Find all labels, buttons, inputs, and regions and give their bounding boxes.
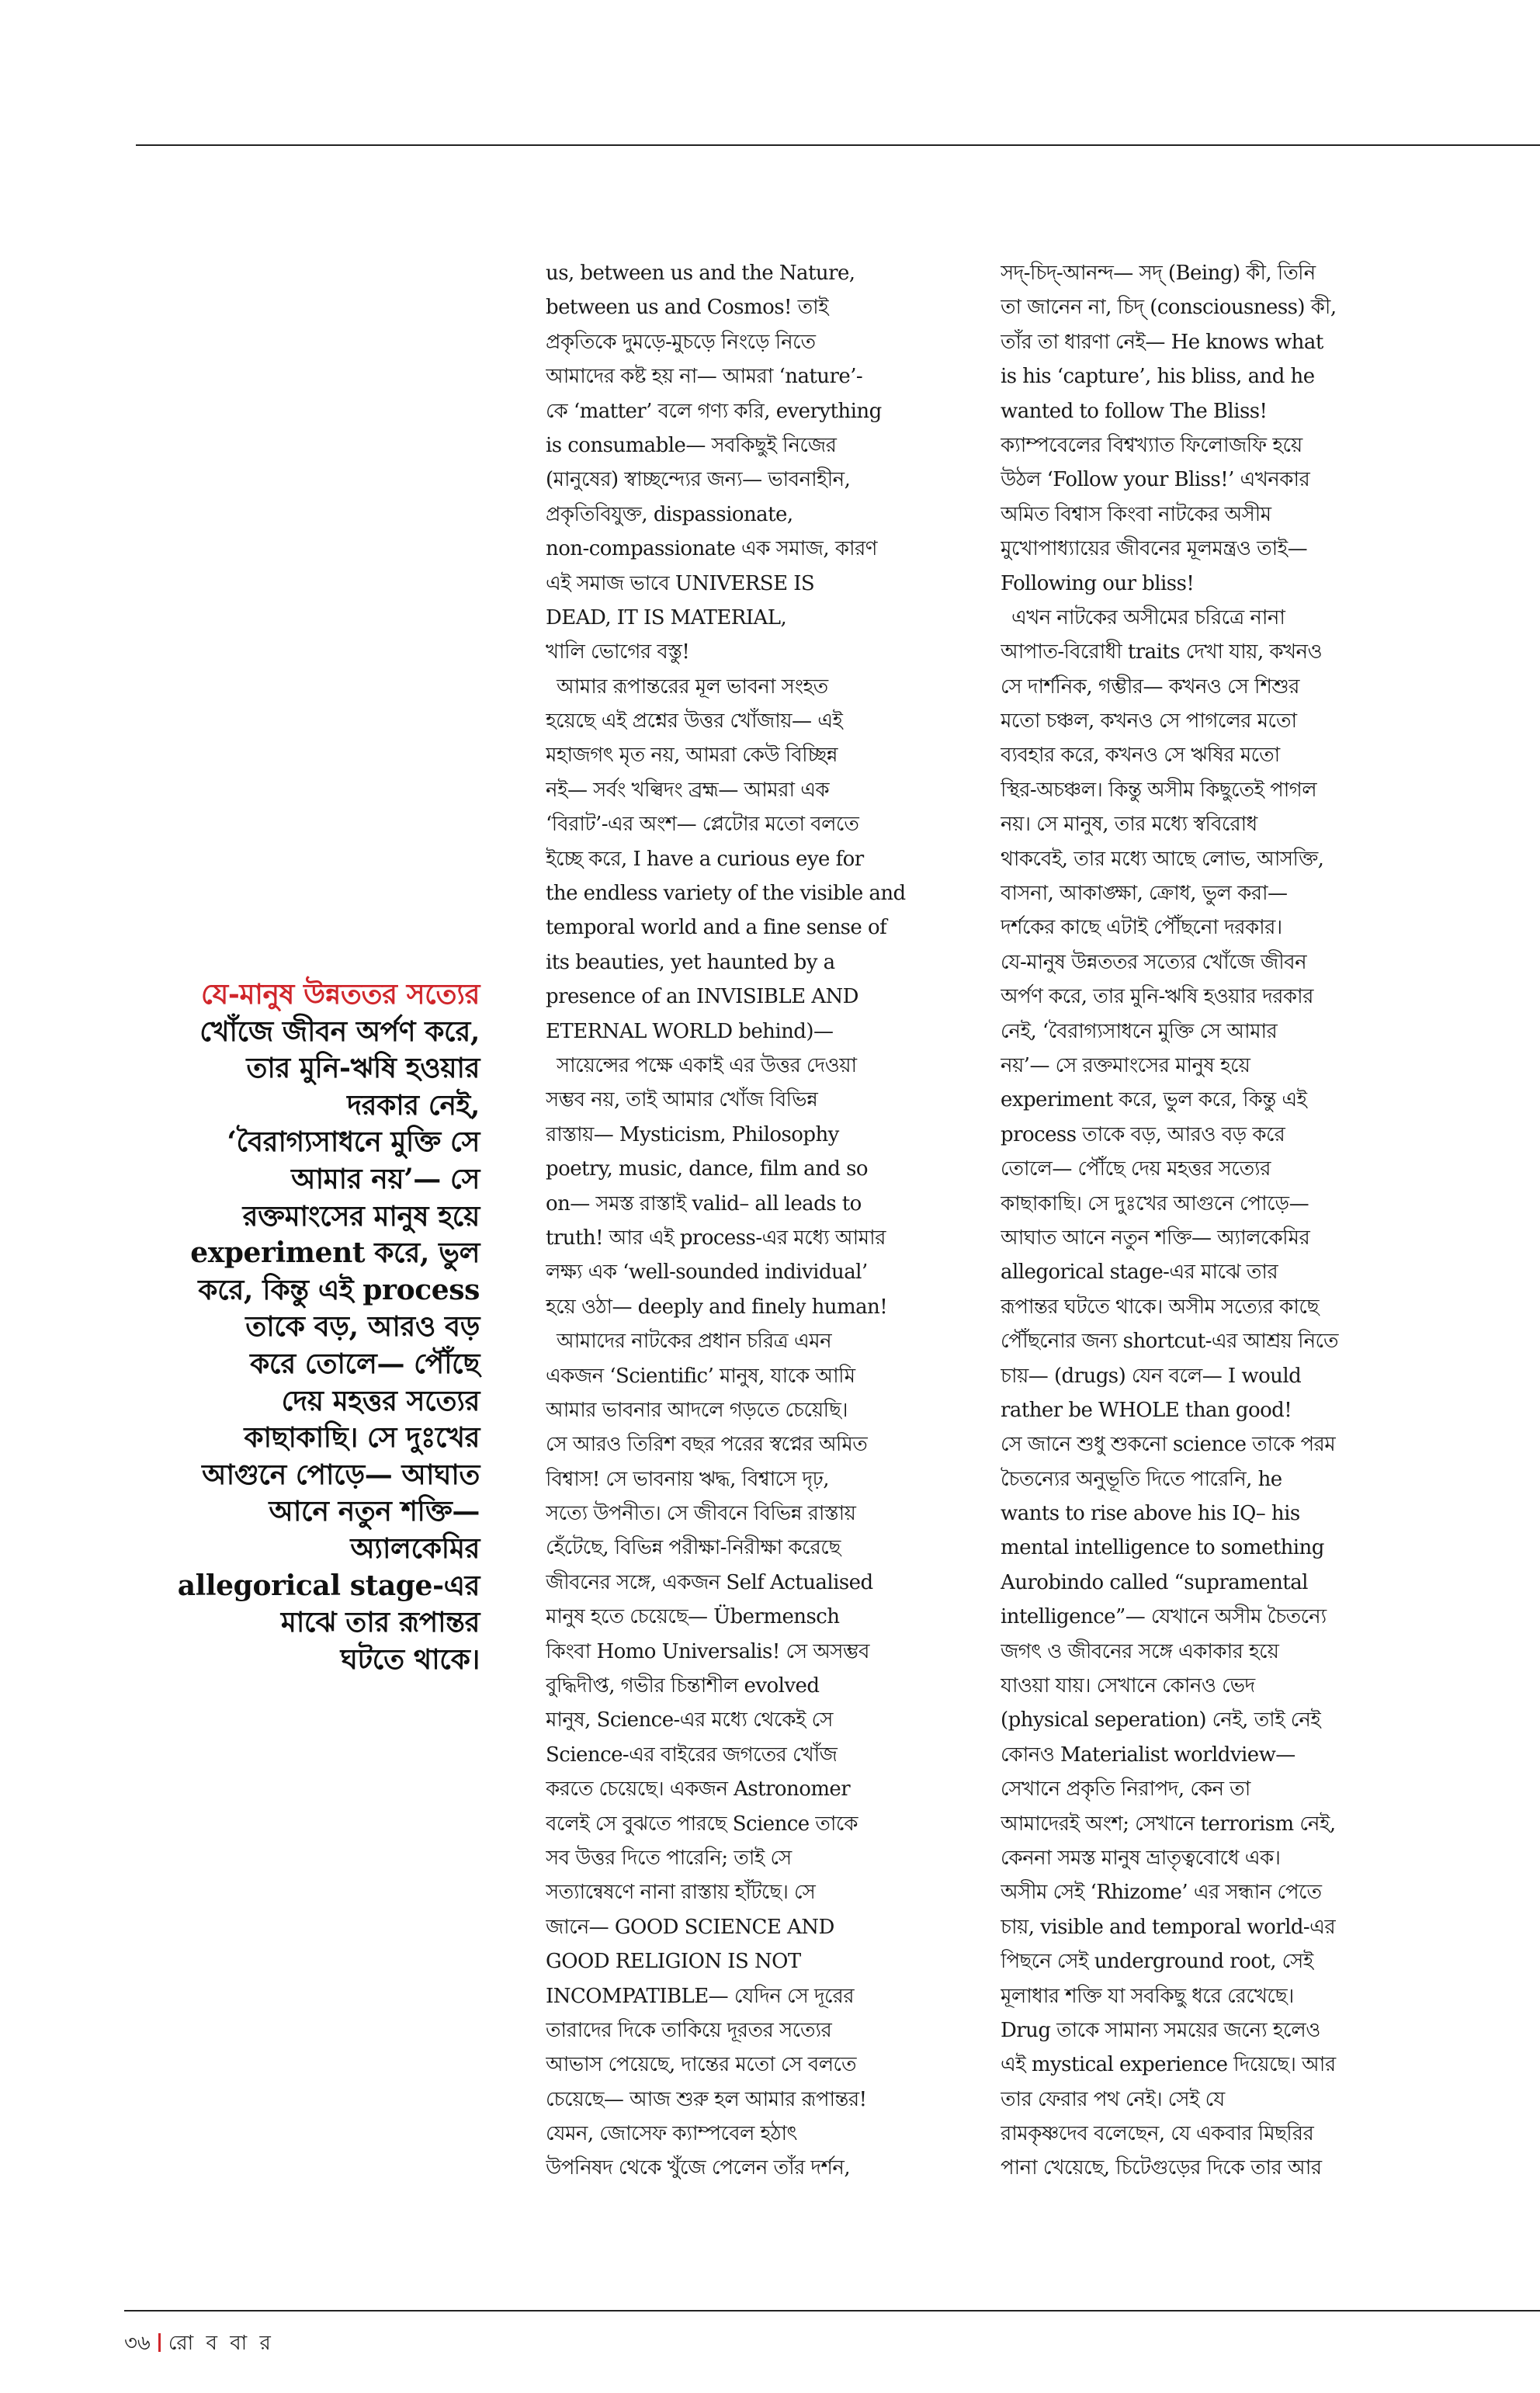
pull-quote-line: দরকার নেই, — [347, 1088, 480, 1122]
top-rule — [136, 144, 1540, 146]
text-line: তার ফেরার পথ নেই। সেই যে — [1001, 2087, 1225, 2111]
pull-quote-line: তাকে বড়, আরও বড় — [245, 1310, 480, 1344]
text-line: process তাকে বড়, আরও বড় করে — [1001, 1122, 1285, 1146]
text-line: প্রকৃতিকে দুমড়ে-মুচড়ে নিংড়ে নিতে — [546, 330, 816, 354]
text-line: সদ্-চিদ্-আনন্দ— সদ্ (Being) কী, তিনি — [1001, 262, 1316, 285]
text-line: উঠল ‘Follow your Bliss!’ এখনকার — [1001, 468, 1310, 492]
text-line: আমার রূপান্তরের মূল ভাবনা সংহত — [557, 675, 828, 699]
text-line: লক্ষ্য এক ‘well-sounded individual’ — [546, 1261, 868, 1285]
text-line: বলেই সে বুঝতে পারছে Science তাকে — [546, 1812, 858, 1836]
text-line: স্থির-অচঞ্চল। কিন্তু অসীম কিছুতেই পাগল — [1001, 778, 1317, 802]
text-line: Following our bliss! — [1001, 571, 1195, 595]
text-line: বুদ্ধিদীপ্ত, গভীর চিন্তাশীল evolved — [546, 1674, 820, 1698]
text-line: সে আরও তিরিশ বছর পরের স্বপ্নের অমিত — [546, 1433, 868, 1457]
text-line: এখন নাটকের অসীমের চরিত্রে নানা — [1011, 605, 1285, 629]
text-line: করতে চেয়েছে। একজন Astronomer — [546, 1777, 851, 1802]
text-line: its beauties, yet haunted by a — [546, 950, 835, 974]
text-line: poetry, music, dance, film and so — [546, 1157, 869, 1181]
text-line: ইচ্ছে করে, I have a curious eye for — [546, 847, 864, 871]
text-line: non-compassionate এক সমাজ, কারণ — [546, 537, 877, 561]
text-line: তা জানেন না, চিদ্ (consciousness) কী, — [1001, 296, 1337, 320]
text-line: এই সমাজ ভাবে UNIVERSE IS — [546, 571, 815, 595]
text-line: সে দার্শনিক, গম্ভীর— কখনও সে শিশুর — [1001, 675, 1299, 699]
text-line: নয়’— সে রক্তমাংসের মানুষ হয়ে — [1001, 1053, 1250, 1077]
text-line: জানে— GOOD SCIENCE AND — [546, 1915, 834, 1939]
text-line: Drug তাকে সামান্য সময়ের জন্যে হলেও — [1001, 2018, 1320, 2042]
text-line: আমাদেরই অংশ; সেখানে terrorism নেই, — [1001, 1812, 1336, 1836]
text-line: নয়। সে মানুষ, তার মধ্যে স্ববিরোধ — [1001, 813, 1257, 837]
text-line: চেয়েছে— আজ শুরু হল আমার রূপান্তর! — [546, 2087, 867, 2111]
text-line: মূলাধার শক্তি যা সবকিছু ধরে রেখেছে। — [1001, 1984, 1294, 2008]
text-line: ক্যাম্পবেলের বিশ্বখ্যাত ফিলোজফি হয়ে — [1001, 433, 1302, 457]
text-line: experiment করে, ভুল করে, কিন্তু এই — [1001, 1088, 1307, 1112]
text-line: is his ‘capture’, his bliss, and he — [1001, 365, 1315, 389]
text-line: (physical seperation) নেই, তাই নেই — [1001, 1708, 1321, 1732]
text-line: DEAD, IT IS MATERIAL, — [546, 605, 787, 629]
pull-quote-line: তার মুনি-ঋষি হওয়ার — [246, 1052, 480, 1085]
text-line: সেখানে প্রকৃতি নিরাপদ, কেন তা — [1001, 1777, 1250, 1802]
text-line: পিছনে সেই underground root, সেই — [1001, 1950, 1313, 1974]
text-line: তারাদের দিকে তাকিয়ে দূরতর সত্যের — [546, 2018, 832, 2042]
text-line: একজন ‘Scientific’ মানুষ, যাকে আমি — [546, 1364, 855, 1388]
pull-quote-line: আনে নতুন শক্তি— — [269, 1495, 480, 1528]
text-line: প্রকৃতিবিযুক্ত, dispassionate, — [546, 502, 793, 526]
text-line: কে ‘matter’ বলে গণ্য করি, everything — [546, 399, 882, 423]
text-line: উপনিষদ থেকে খুঁজে পেলেন তাঁর দর্শন, — [546, 2156, 851, 2180]
text-line: পানা খেয়েছে, চিটেগুড়ের দিকে তার আর — [1001, 2156, 1322, 2180]
page-footer — [124, 2329, 274, 2357]
text-line: কাছাকাছি। সে দুঃখের আগুনে পোড়ে— — [1001, 1191, 1309, 1216]
text-line: rather be WHOLE than good! — [1001, 1398, 1292, 1422]
text-line: থাকবেই, তার মধ্যে আছে লোভ, আসক্তি, — [1001, 847, 1324, 871]
text-line: temporal world and a fine sense of — [546, 916, 887, 940]
text-line: truth! আর এই process-এর মধ্যে আমার — [546, 1226, 886, 1250]
text-line: রূপান্তর ঘটতে থাকে। অসীম সত্যের কাছে — [1001, 1295, 1319, 1319]
pull-quote-line: কাছাকাছি। সে দুঃখের — [244, 1421, 480, 1455]
text-line: অমিত বিশ্বাস কিংবা নাটকের অসীম — [1001, 502, 1271, 526]
bottom-rule — [124, 2310, 1540, 2311]
pull-quote-body — [132, 1014, 480, 1679]
text-line: সত্যে উপনীত। সে জীবনে বিভিন্ন রাস্তায় — [546, 1502, 856, 1526]
text-line: কোনও Materialist worldview— — [1001, 1743, 1295, 1767]
text-line: রাস্তায়— Mysticism, Philosophy — [546, 1122, 839, 1146]
text-line: INCOMPATIBLE— যেদিন সে দূরের — [546, 1984, 854, 2008]
text-line: (মানুষের) স্বাচ্ছন্দ্যের জন্য— ভাবনাহীন, — [546, 468, 851, 492]
text-line: নেই, ‘বৈরাগ্যসাধনে মুক্তি সে আমার — [1001, 1019, 1278, 1043]
text-line: যাওয়া যায়। সেখানে কোনও ভেদ — [1001, 1674, 1255, 1698]
pull-quote-line: আগুনে পোড়ে— আঘাত — [202, 1458, 480, 1491]
text-line: মুখোপাধ্যায়ের জীবনের মূলমন্ত্রও তাই— — [1001, 537, 1308, 561]
pull-quote-line: ঘটতে থাকে। — [340, 1642, 480, 1676]
text-line: অসীম সেই ‘Rhizome’ এর সন্ধান পেতে — [1001, 1881, 1322, 1905]
text-line: রামকৃষ্ণদেব বলেছেন, যে একবার মিছরির — [1001, 2122, 1314, 2146]
text-line: আমাদের নাটকের প্রধান চরিত্র এমন — [557, 1330, 832, 1354]
pull-quote-line: আমার নয়’— সে — [291, 1162, 480, 1195]
text-line: মানুষ, Science-এর মধ্যে থেকেই সে — [546, 1708, 833, 1732]
text-line: intelligence”— যেখানে অসীম চৈতন্যে — [1001, 1605, 1327, 1629]
text-line: হয়ে ওঠা— deeply and finely human! — [546, 1295, 888, 1319]
text-line: তাঁর তা ধারণা নেই— He knows what — [1001, 330, 1323, 354]
page-number: ৩৬ — [124, 2332, 151, 2355]
text-line: জীবনের সঙ্গে, একজন Self Actualised — [546, 1570, 873, 1594]
text-line: সত্যান্বেষণে নানা রাস্তায় হাঁটছে। সে — [546, 1881, 816, 1905]
text-line: চৈতন্যের অনুভূতি দিতে পারেনি, he — [1001, 1467, 1282, 1491]
text-line: এই mystical experience দিয়েছে। আর — [1001, 2053, 1336, 2077]
pull-quote-line: রক্তমাংসের মানুষ হয়ে — [242, 1199, 480, 1233]
text-line: মতো চঞ্চল, কখনও সে পাগলের মতো — [1001, 709, 1297, 734]
text-line: আঘাত আনে নতুন শক্তি— অ্যালকেমির — [1001, 1226, 1310, 1250]
pull-quote-line: খোঁজে জীবন অর্পণ করে, — [199, 1014, 480, 1048]
pull-quote-line: দেয় মহত্তর সত্যের — [281, 1384, 480, 1417]
text-line: the endless variety of the visible and — [546, 882, 906, 906]
text-line: presence of an INVISIBLE AND — [546, 985, 858, 1009]
text-line: সে জানে শুধু শুকনো science তাকে পরম — [1001, 1433, 1336, 1457]
pull-quote-line: মাঝে তার রূপান্তর — [280, 1606, 480, 1639]
text-line: Science-এর বাইরের জগতের খোঁজ — [546, 1743, 838, 1767]
text-line: জগৎ ও জীবনের সঙ্গে একাকার হয়ে — [1001, 1639, 1279, 1663]
pull-quote-red-line: যে-মানুষ উন্নততর সত্যের — [200, 978, 480, 1011]
article-column-2 — [1001, 256, 1451, 2186]
text-line: সায়েন্সের পক্ষে একাই এর উত্তর দেওয়া — [557, 1053, 857, 1077]
text-line: is consumable— সবকিছুই নিজের — [546, 433, 837, 457]
text-line: হয়েছে এই প্রশ্নের উত্তর খোঁজায়— এই — [546, 709, 843, 734]
text-line: সম্ভব নয়, তাই আমার খোঁজ বিভিন্ন — [546, 1088, 818, 1112]
text-line: দর্শকের কাছে এটাই পৌঁছনো দরকার। — [1001, 916, 1282, 940]
pull-quote-line: করে, কিন্তু এই process — [198, 1273, 480, 1306]
text-line: ‘বিরাট’-এর অংশ— প্লেটোর মতো বলতে — [546, 813, 859, 837]
text-line: Aurobindo called “supramental — [1001, 1570, 1308, 1594]
text-line: পৌঁছনোর জন্য shortcut-এর আশ্রয় নিতে — [1001, 1330, 1338, 1354]
text-line: চায়, visible and temporal world-এর — [1001, 1915, 1336, 1939]
text-line: কিংবা Homo Universalis! সে অসম্ভব — [546, 1639, 869, 1663]
text-line: মানুষ হতে চেয়েছে— Übermensch — [546, 1605, 840, 1629]
text-line: যেমন, জোসেফ ক্যাম্পবেল হঠাৎ — [546, 2122, 797, 2146]
text-line: অর্পণ করে, তার মুনি-ঋষি হওয়ার দরকার — [1001, 985, 1313, 1009]
text-line: GOOD RELIGION IS NOT — [546, 1950, 801, 1974]
pull-quote-line: করে তোলে— পৌঁছে — [250, 1347, 480, 1380]
text-line: মহাজগৎ মৃত নয়, আমরা কেউ বিচ্ছিন্ন — [546, 744, 838, 768]
pull-quote — [132, 976, 480, 1678]
text-line: বিশ্বাস! সে ভাবনায় ঋদ্ধ, বিশ্বাসে দৃঢ়, — [546, 1467, 829, 1491]
text-line: নই— সর্বং খল্বিদং ব্রহ্ম— আমরা এক — [546, 778, 830, 802]
text-line: on— সমস্ত রাস্তাই valid– all leads to — [546, 1191, 862, 1216]
text-line: allegorical stage-এর মাঝে তার — [1001, 1261, 1278, 1285]
pull-quote-line: অ্যালকেমির — [350, 1531, 480, 1565]
text-line: খালি ভোগের বস্তু! — [546, 640, 690, 664]
section-name: রো ব বা র — [168, 2332, 274, 2355]
pull-quote-line: ‘বৈরাগ্যসাধনে মুক্তি সে — [227, 1125, 480, 1159]
pull-quote-line: experiment করে, ভুল — [190, 1236, 480, 1270]
text-line: between us and Cosmos! তাই — [546, 296, 829, 320]
text-line: আমার ভাবনার আদলে গড়তে চেয়েছি। — [546, 1398, 848, 1422]
article-column-1 — [546, 256, 996, 2186]
text-line: বাসনা, আকাঙ্ক্ষা, ক্রোধ, ভুল করা— — [1001, 882, 1288, 906]
text-line: চায়— (drugs) যেন বলে— I would — [1001, 1364, 1302, 1388]
text-line: ব্যবহার করে, কখনও সে ঋষির মতো — [1001, 744, 1280, 768]
text-line: সব উত্তর দিতে পারেনি; তাই সে — [546, 1846, 792, 1870]
text-line: হেঁটেছে, বিভিন্ন পরীক্ষা-নিরীক্ষা করেছে — [546, 1536, 841, 1560]
text-line: তোলে— পৌঁছে দেয় মহত্তর সত্যের — [1001, 1157, 1271, 1181]
text-line: wants to rise above his IQ– his — [1001, 1502, 1300, 1526]
text-line: যে-মানুষ উন্নততর সত্যের খোঁজে জীবন — [1001, 950, 1307, 974]
text-line: আমাদের কষ্ট হয় না— আমরা ‘nature’- — [546, 365, 863, 389]
text-line: mental intelligence to something — [1001, 1536, 1324, 1560]
pull-quote-line: allegorical stage-এর — [177, 1569, 480, 1602]
text-line: আপাত-বিরোধী traits দেখা যায়, কখনও — [1001, 640, 1323, 664]
text-line: আভাস পেয়েছে, দান্তের মতো সে বলতে — [546, 2053, 856, 2077]
text-line: us, between us and the Nature, — [546, 262, 855, 285]
text-line: ETERNAL WORLD behind)— — [546, 1019, 834, 1043]
footer-separator — [158, 2333, 161, 2352]
text-line: wanted to follow The Bliss! — [1001, 399, 1268, 423]
text-line: কেননা সমস্ত মানুষ ভ্রাতৃত্ববোধে এক। — [1001, 1846, 1281, 1870]
